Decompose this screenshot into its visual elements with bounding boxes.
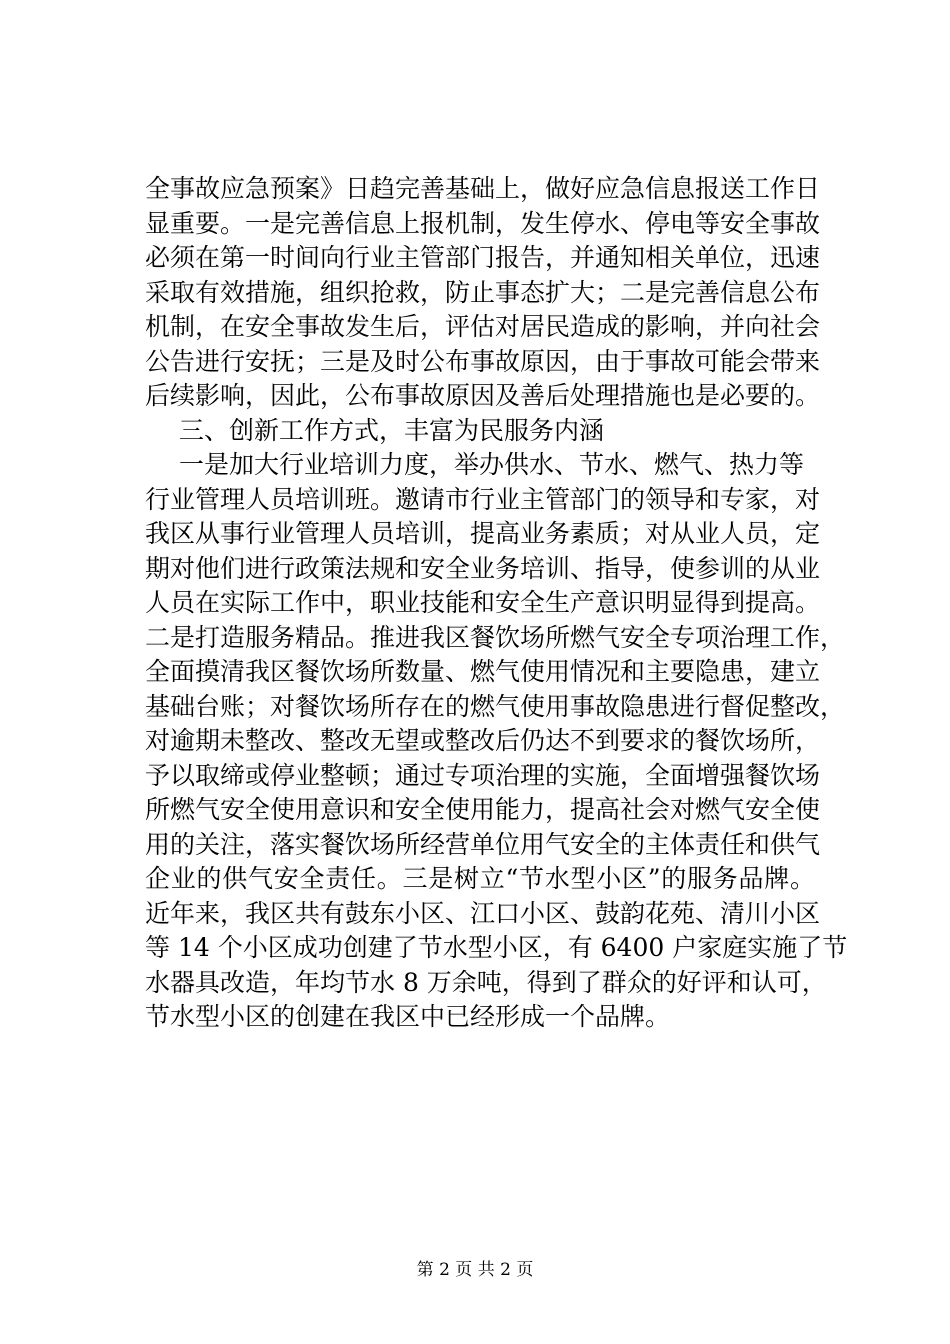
page-footer <box>0 1255 950 1280</box>
text-line: 人员在实际工作中，职业技能和安全生产意识明显得到提高。 <box>145 588 821 617</box>
text-line: 公告进行安抚；三是及时公布事故原因，由于事故可能会带来 <box>145 346 821 376</box>
text-line: 行业管理人员培训班。邀请市行业主管部门的领导和专家，对 <box>145 484 821 514</box>
text-line: 一是加大行业培训力度，举办供水、节水、燃气、热力等 <box>179 450 805 479</box>
section-heading: 三、创新工作方式，丰富为民服务内涵 <box>179 415 605 445</box>
text-line: 我区从事行业管理人员培训，提高业务素质；对从业人员，定 <box>145 519 821 548</box>
text-line: 对逾期未整改、整改无望或整改后仍达不到要求的餐饮场所， <box>145 726 821 755</box>
text-line: 全面摸清我区餐饮场所数量、燃气使用情况和主要隐患，建立 <box>145 657 821 686</box>
text-line: 二是打造服务精品。推进我区餐饮场所燃气安全专项治理工作， <box>145 622 846 652</box>
body-text <box>145 172 848 1035</box>
text-line: 全事故应急预案》日趋完善基础上，做好应急信息报送工作日 <box>145 174 821 203</box>
text-line: 所燃气安全使用意识和安全使用能力，提高社会对燃气安全使 <box>145 795 821 824</box>
text-line: 等 14 个小区成功创建了节水型小区，有 6400 户家庭实施了节 <box>145 933 848 962</box>
text-line: 采取有效措施，组织抢救，防止事态扩大；二是完善信息公布 <box>145 277 821 307</box>
page-number: 第 2 页 共 2 页 <box>416 1260 534 1280</box>
text-line: 用的关注，落实餐饮场所经营单位用气安全的主体责任和供气 <box>145 829 821 859</box>
text-line: 近年来，我区共有鼓东小区、江口小区、鼓韵花苑、清川小区 <box>145 898 821 928</box>
text-line: 必须在第一时间向行业主管部门报告，并通知相关单位，迅速 <box>145 243 821 272</box>
text-line: 予以取缔或停业整顿；通过专项治理的实施，全面增强餐饮场 <box>145 760 821 790</box>
text-line: 企业的供气安全责任。三是树立“节水型小区”的服务品牌。 <box>145 864 815 893</box>
text-line: 机制，在安全事故发生后，评估对居民造成的影响，并向社会 <box>145 312 821 341</box>
text-line: 基础台账；对餐饮场所存在的燃气使用事故隐患进行督促整改， <box>145 691 846 721</box>
text-line: 期对他们进行政策法规和安全业务培训、指导，使参训的从业 <box>145 553 821 583</box>
text-line: 节水型小区的创建在我区中已经形成一个品牌。 <box>145 1002 671 1031</box>
text-line: 后续影响，因此，公布事故原因及善后处理措施也是必要的。 <box>145 381 821 410</box>
text-line: 水器具改造，年均节水 8 万余吨，得到了群众的好评和认可， <box>145 967 827 997</box>
text-line: 显重要。一是完善信息上报机制，发生停水、停电等安全事故 <box>145 208 821 238</box>
